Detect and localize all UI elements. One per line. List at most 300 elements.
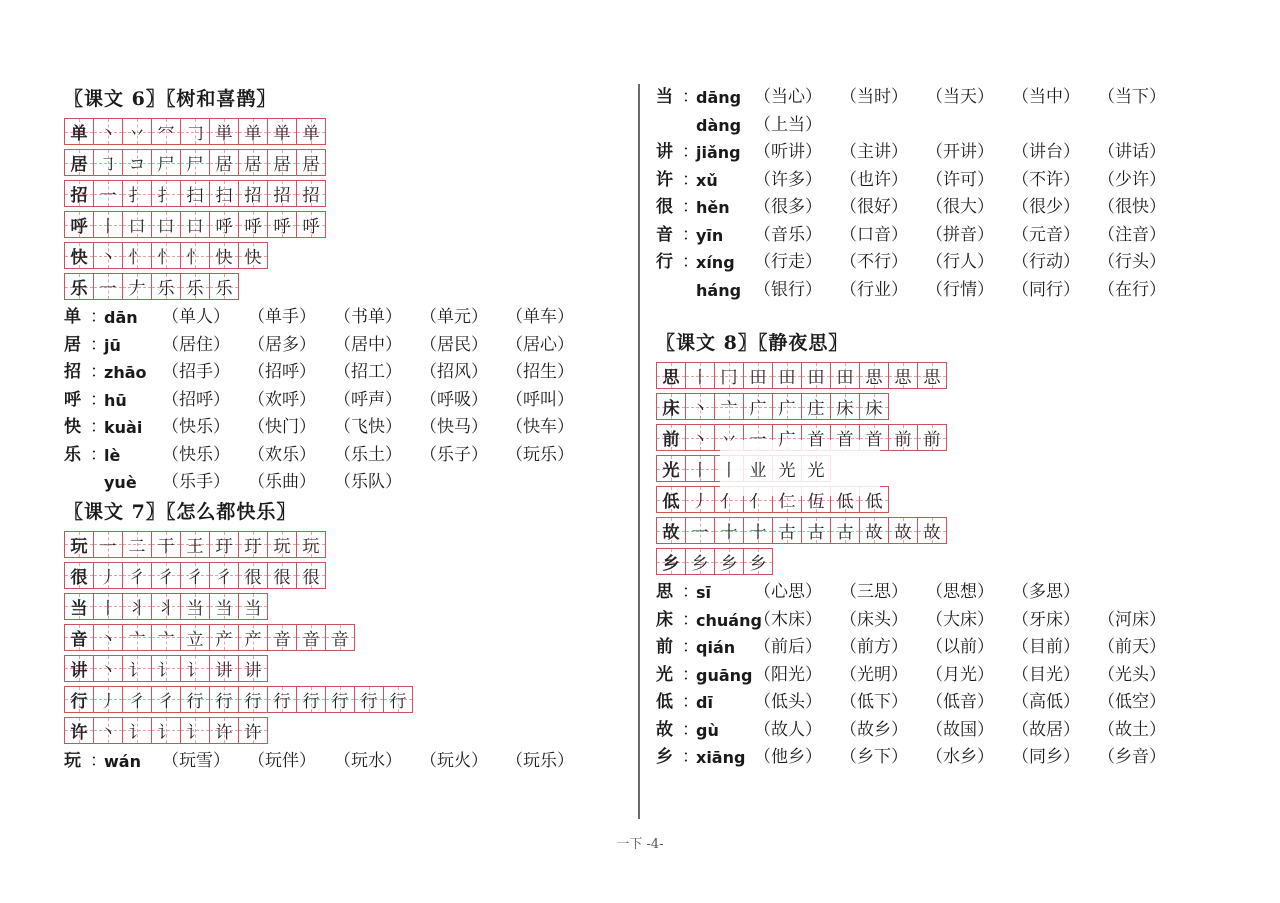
stroke-glyph: 音	[273, 629, 291, 650]
vocab-word: （行人）	[926, 252, 994, 272]
stroke-glyph: 讠	[157, 722, 175, 743]
right-column	[656, 84, 1216, 772]
vocab-word: （故国）	[926, 719, 994, 740]
stroke-glyph: 许	[70, 722, 88, 743]
vocab-words	[754, 689, 1184, 717]
vocab-word: （月光）	[926, 664, 994, 685]
vocab-word: （低音）	[926, 692, 994, 712]
stroke-glyph: 扫	[186, 186, 204, 206]
vocab-pinyin: guāng	[696, 665, 753, 685]
vocab-word: （玩水）	[334, 750, 402, 771]
stroke-order-row	[656, 548, 1216, 575]
stroke-grid-step	[238, 180, 268, 207]
stroke-grid-step	[238, 242, 268, 269]
vocab-pinyin: xǔ	[696, 170, 718, 190]
stroke-grid-step	[296, 118, 326, 145]
vocab-word: （招呼）	[248, 362, 316, 382]
stroke-glyph: 行	[215, 691, 233, 712]
stroke-order-row	[64, 273, 624, 300]
vocab-word: （居住）	[162, 334, 230, 355]
vocab-word: （很大）	[926, 197, 994, 217]
stroke-grid-step	[830, 517, 860, 544]
stroke-grid-character	[656, 393, 686, 420]
stroke-grid-step	[296, 180, 326, 207]
stroke-glyph: 丷	[128, 124, 146, 144]
stroke-glyph: 亠	[720, 399, 738, 419]
stroke-glyph: 招	[273, 186, 291, 206]
stroke-glyph: 彳	[186, 567, 204, 588]
vocab-character: 许	[656, 169, 673, 190]
vocab-word: （牙床）	[1012, 609, 1080, 630]
vocab-word: （呼叫）	[506, 389, 574, 410]
stroke-grid-step	[209, 686, 239, 713]
stroke-grid-step	[325, 624, 355, 651]
stroke-grid-character	[64, 593, 94, 620]
vocab-word: （单车）	[506, 307, 574, 327]
stroke-glyph: 思	[894, 368, 912, 388]
vocab-word: （居民）	[420, 334, 488, 355]
stroke-glyph: 乡	[749, 554, 767, 574]
stroke-glyph: 彳	[215, 567, 233, 588]
vocab-word: （口音）	[840, 224, 908, 245]
vocab-row	[656, 277, 1216, 305]
stroke-grid-step	[267, 562, 297, 589]
vocab-row	[656, 84, 1216, 112]
vocab-words	[754, 662, 1184, 690]
vocab-word: （快乐）	[162, 417, 230, 437]
stroke-glyph: 玩	[70, 536, 88, 557]
stroke-grid-step	[743, 548, 773, 575]
vocab-word: （单人）	[162, 307, 230, 327]
vocab-words	[162, 359, 592, 387]
vocab-character: 前	[656, 637, 673, 657]
stroke-grid-step	[151, 118, 181, 145]
vocab-character: 乐	[64, 444, 81, 465]
vocab-word: （乐子）	[420, 444, 488, 465]
vocab-character	[64, 469, 90, 497]
stroke-order-row	[64, 717, 624, 744]
stroke-glyph: 古	[836, 523, 854, 543]
stroke-grid-step	[888, 362, 918, 389]
stroke-grid-step	[714, 362, 744, 389]
vocab-pinyin: gù	[696, 720, 719, 740]
stroke-glyph: 乐	[215, 279, 233, 299]
stroke-glyph: 首	[807, 430, 825, 450]
vocab-word: （银行）	[754, 279, 822, 300]
stroke-glyph: 讲	[215, 660, 233, 681]
vocab-character: 行	[656, 252, 673, 272]
stroke-grid-character	[64, 242, 94, 269]
stroke-glyph: 行	[186, 691, 204, 712]
stroke-grid-character	[656, 424, 686, 451]
stroke-glyph: 床	[836, 399, 854, 419]
vocab-word: （多思）	[1012, 582, 1080, 602]
vocab-character: 光	[656, 664, 673, 685]
stroke-glyph: 王	[186, 536, 204, 557]
vocab-colon: ：	[682, 582, 699, 602]
stroke-glyph: 玗	[244, 536, 262, 557]
vocab-word: （高低）	[1012, 692, 1080, 712]
stroke-grid-step	[151, 273, 181, 300]
vocab-word: （元音）	[1012, 224, 1080, 245]
stroke-glyph: 快	[70, 248, 88, 268]
stroke-grid-step	[296, 562, 326, 589]
stroke-glyph: 很	[244, 567, 262, 588]
vocab-word: （行情）	[926, 279, 994, 300]
vocab-word: （水乡）	[926, 747, 994, 767]
stroke-glyph: 扫	[215, 186, 233, 206]
stroke-grid-step	[180, 118, 210, 145]
stroke-glyph: 乡	[662, 554, 680, 574]
stroke-glyph: 丶	[99, 124, 117, 144]
stroke-grid-step	[122, 624, 152, 651]
stroke-glyph: 亻	[749, 492, 767, 512]
vocab-word: （当时）	[840, 87, 908, 107]
stroke-grid-step	[122, 273, 152, 300]
vocab-pinyin: dī	[696, 693, 713, 712]
stroke-glyph: 当	[186, 598, 204, 619]
stroke-glyph: 丨	[99, 217, 117, 237]
stroke-glyph: 产	[215, 629, 233, 650]
stroke-grid-step	[888, 517, 918, 544]
stroke-glyph: 广	[778, 399, 796, 419]
stroke-glyph: 呼	[244, 217, 262, 237]
stroke-grid-step	[801, 517, 831, 544]
vocab-word: （玩乐）	[506, 750, 574, 771]
stroke-glyph: 口	[157, 217, 175, 237]
lesson6-title: 〖课文 6〗〖树和喜鹊〗	[64, 88, 277, 110]
stroke-order-row	[64, 531, 624, 558]
stroke-glyph: 首	[836, 430, 854, 450]
stroke-grid-step	[209, 624, 239, 651]
stroke-glyph: 尸	[186, 155, 204, 175]
vocab-words	[754, 634, 1184, 662]
stroke-glyph: 故	[894, 523, 912, 543]
stroke-grid-step	[917, 362, 947, 389]
stroke-glyph: 田	[749, 368, 767, 388]
stroke-order-row	[64, 686, 624, 713]
stroke-glyph: 讠	[128, 722, 146, 743]
vocab-pinyin: qián	[696, 638, 736, 657]
stroke-glyph: 立	[186, 629, 204, 650]
stroke-glyph: 许	[244, 722, 262, 743]
vocab-pinyin: sī	[696, 583, 712, 602]
stroke-grid-step	[93, 273, 123, 300]
vocab-word: （同乡）	[1012, 747, 1080, 767]
stroke-grid-step	[685, 455, 715, 482]
vocab-character: 单	[64, 307, 81, 327]
stroke-grid-character	[64, 562, 94, 589]
stroke-grid-step	[238, 118, 268, 145]
stroke-grid-step	[743, 362, 773, 389]
vocab-words	[162, 748, 592, 776]
vocab-colon: ：	[682, 252, 699, 272]
stroke-grid-step	[238, 717, 268, 744]
stroke-glyph: 行	[389, 691, 407, 712]
stroke-grid-step	[180, 624, 210, 651]
vocab-word: （书单）	[334, 307, 402, 327]
lesson7-title: 〖课文 7〗〖怎么都快乐〗	[64, 500, 297, 523]
stroke-grid-step	[714, 548, 744, 575]
vocab-words	[162, 442, 592, 470]
vocab-word: （呼声）	[334, 389, 402, 410]
stroke-grid-step	[209, 562, 239, 589]
stroke-grid-step	[685, 393, 715, 420]
stroke-glyph: 行	[273, 691, 291, 712]
stroke-grid-step	[122, 655, 152, 682]
vocab-word: （快车）	[506, 417, 574, 437]
vocab-words	[754, 744, 1184, 772]
stroke-glyph: 当	[70, 598, 88, 619]
lesson7-stroke-grids	[64, 531, 624, 744]
stroke-grid-character	[656, 486, 686, 513]
stroke-glyph: 音	[331, 629, 349, 650]
stroke-glyph: 田	[778, 368, 796, 388]
left-column	[64, 84, 624, 775]
vocab-word: （很快）	[1098, 197, 1166, 217]
vocab-word: （大床）	[926, 609, 994, 630]
stroke-grid-step	[859, 517, 889, 544]
vocab-colon: ：	[682, 142, 699, 162]
stroke-grid-step	[93, 180, 123, 207]
stroke-grid-step	[209, 655, 239, 682]
vocab-pinyin: chuáng	[696, 610, 762, 630]
vocab-word: （乡音）	[1098, 747, 1166, 767]
stroke-glyph: 低	[865, 492, 883, 512]
vocab-colon: ：	[90, 417, 107, 437]
vocab-pinyin: hěn	[696, 198, 730, 217]
stroke-glyph: 古	[807, 523, 825, 543]
vocab-word: （讲台）	[1012, 142, 1080, 162]
stroke-grid-step	[180, 180, 210, 207]
stroke-grid-step	[772, 517, 802, 544]
vocab-row	[656, 689, 1216, 717]
stroke-grid-step	[180, 149, 210, 176]
stroke-glyph: 单	[70, 124, 88, 144]
vocab-row	[656, 112, 1216, 140]
stroke-grid-step	[122, 180, 152, 207]
vocab-word: （快乐）	[162, 444, 230, 465]
stroke-grid-step	[93, 655, 123, 682]
stroke-glyph: 前	[662, 430, 680, 450]
stroke-grid-step	[180, 593, 210, 620]
stroke-order-row	[64, 655, 624, 682]
stroke-glyph: コ	[128, 155, 146, 175]
vocab-word: （主讲）	[840, 142, 908, 162]
lesson8-title: 〖课文 8〗〖静夜思〗	[656, 332, 849, 354]
stroke-glyph: 思	[923, 368, 941, 388]
stroke-grid-step	[151, 686, 181, 713]
vocab-word: （招生）	[506, 362, 574, 382]
vocab-word: （目前）	[1012, 637, 1080, 657]
stroke-grid-step	[209, 149, 239, 176]
stroke-grid-step	[296, 211, 326, 238]
stroke-grid-character	[64, 273, 94, 300]
vocab-word: （飞快）	[334, 417, 402, 437]
vocab-word: （故人）	[754, 719, 822, 740]
vocab-word: （木床）	[754, 609, 822, 630]
stroke-grid-step	[180, 686, 210, 713]
stroke-glyph: 十	[749, 523, 767, 543]
vocab-row	[64, 387, 624, 415]
vocab-word: （注音）	[1098, 224, 1166, 245]
stroke-glyph: 干	[157, 536, 175, 557]
stroke-glyph: 故	[865, 523, 883, 543]
vocab-row	[64, 414, 624, 442]
stroke-grid-step	[93, 717, 123, 744]
stroke-grid-step	[93, 211, 123, 238]
vocab-colon: ：	[90, 444, 107, 465]
vocab-row	[656, 634, 1216, 662]
stroke-glyph: 单	[273, 124, 291, 144]
stroke-glyph: 忄	[186, 248, 204, 268]
vocab-word: （心思）	[754, 582, 822, 602]
vocab-words	[754, 167, 1184, 195]
stroke-grid-character	[64, 531, 94, 558]
vocab-word: （单元）	[420, 307, 488, 327]
stroke-glyph: 口	[128, 217, 146, 237]
stroke-grid-step	[296, 624, 326, 651]
stroke-grid-step	[209, 211, 239, 238]
stroke-grid-step	[238, 531, 268, 558]
vocab-word: （上当）	[754, 114, 822, 135]
stroke-glyph: 仾	[807, 492, 825, 512]
vocab-colon	[682, 112, 696, 140]
stroke-glyph: 行	[302, 691, 320, 712]
vocab-word: （以前）	[926, 637, 994, 657]
vocab-word: （拼音）	[926, 224, 994, 245]
vocab-colon: ：	[90, 362, 107, 382]
stroke-glyph: 乡	[691, 554, 709, 574]
vocab-word: （开讲）	[926, 142, 994, 162]
vocab-pinyin: dàng	[696, 115, 742, 135]
stroke-glyph: 居	[244, 155, 262, 175]
stroke-glyph: 很	[70, 567, 88, 588]
stroke-glyph: 行	[70, 691, 88, 712]
stroke-glyph: 广	[778, 430, 796, 450]
stroke-grid-step	[267, 118, 297, 145]
stroke-glyph: 呼	[273, 217, 291, 237]
vocab-word: （招呼）	[162, 389, 230, 410]
vocab-character: 居	[64, 334, 81, 355]
vocab-word: （居中）	[334, 334, 402, 355]
vocab-colon: ：	[682, 609, 699, 630]
stroke-grid-step	[801, 362, 831, 389]
stroke-glyph: 玩	[273, 536, 291, 557]
stroke-grid-step	[122, 211, 152, 238]
vocab-colon	[90, 469, 104, 497]
stroke-glyph: 故	[923, 523, 941, 543]
stroke-grid-step	[122, 242, 152, 269]
stroke-grid-step	[151, 624, 181, 651]
stroke-glyph: 二	[128, 536, 146, 557]
stroke-glyph: 讲	[70, 660, 88, 681]
stroke-glyph: 居	[70, 155, 88, 175]
vocab-row	[656, 167, 1216, 195]
stroke-glyph: 乐	[157, 279, 175, 299]
vocab-words	[754, 222, 1184, 250]
stroke-glyph: 彳	[157, 691, 175, 712]
stroke-grid-character	[64, 149, 94, 176]
vocab-pinyin: lè	[104, 445, 121, 465]
stroke-glyph: 単	[215, 124, 233, 144]
stroke-grid-step	[325, 686, 355, 713]
stroke-grid-character	[656, 517, 686, 544]
stroke-glyph: 居	[273, 155, 291, 175]
stroke-glyph: 思	[865, 368, 883, 388]
stroke-glyph: 田	[836, 368, 854, 388]
vocab-colon: ：	[682, 197, 699, 217]
stroke-glyph: 忄	[157, 248, 175, 268]
stroke-glyph: 许	[215, 722, 233, 743]
stroke-glyph: 招	[244, 186, 262, 206]
stroke-grid-step	[685, 424, 715, 451]
stroke-grid-step	[743, 517, 773, 544]
vocab-colon	[682, 277, 696, 305]
stroke-glyph: 丨	[691, 461, 709, 481]
vocab-word: （玩伴）	[248, 750, 316, 771]
stroke-glyph: ㇆	[99, 155, 117, 175]
stroke-glyph: 呼	[215, 217, 233, 237]
vocab-word: （当下）	[1098, 87, 1166, 107]
vocab-row	[656, 194, 1216, 222]
vocab-row	[64, 442, 624, 470]
stroke-grid-step	[180, 531, 210, 558]
stroke-grid-step	[93, 118, 123, 145]
stroke-grid-step	[151, 149, 181, 176]
vocab-character: 玩	[64, 750, 81, 771]
stroke-glyph: 彳	[157, 567, 175, 588]
vocab-row	[656, 717, 1216, 745]
vocab-word: （目光）	[1012, 664, 1080, 685]
stroke-glyph: 彳	[128, 567, 146, 588]
stroke-glyph: 丬	[128, 598, 146, 619]
stroke-grid-character	[64, 686, 94, 713]
vocab-pinyin: kuài	[104, 418, 143, 437]
stroke-grid-step	[383, 686, 413, 713]
stroke-grid-step	[296, 149, 326, 176]
stroke-glyph: 扌	[157, 186, 175, 206]
vocab-words	[754, 607, 1184, 635]
vocab-character: 故	[656, 719, 673, 740]
vocab-word: （光明）	[840, 664, 908, 685]
stroke-grid-step	[151, 593, 181, 620]
vocab-word: （当心）	[754, 87, 822, 107]
stroke-glyph: 低	[662, 492, 680, 512]
stroke-glyph: 讲	[244, 660, 262, 681]
stroke-grid-step	[122, 717, 152, 744]
stroke-order-row	[656, 362, 1216, 389]
stroke-glyph: 音	[70, 629, 88, 650]
vocab-words	[162, 469, 420, 497]
stroke-grid-step	[122, 149, 152, 176]
stroke-glyph: 一	[691, 523, 709, 543]
lesson8-vocab-list	[656, 579, 1216, 772]
stroke-grid-step	[296, 686, 326, 713]
vocab-word: （居心）	[506, 334, 574, 355]
vocab-character: 音	[656, 224, 673, 245]
vocab-word: （故乡）	[840, 719, 908, 740]
stroke-glyph: 故	[662, 523, 680, 543]
vocab-words	[754, 194, 1184, 222]
vocab-word: （故土）	[1098, 719, 1166, 740]
lesson7-vocab-continued	[656, 84, 1216, 304]
vocab-word: （玩乐）	[506, 444, 574, 465]
stroke-grid-step	[93, 562, 123, 589]
stroke-grid-step	[93, 531, 123, 558]
stroke-grid-step	[685, 517, 715, 544]
stroke-glyph: 丶	[99, 629, 117, 650]
